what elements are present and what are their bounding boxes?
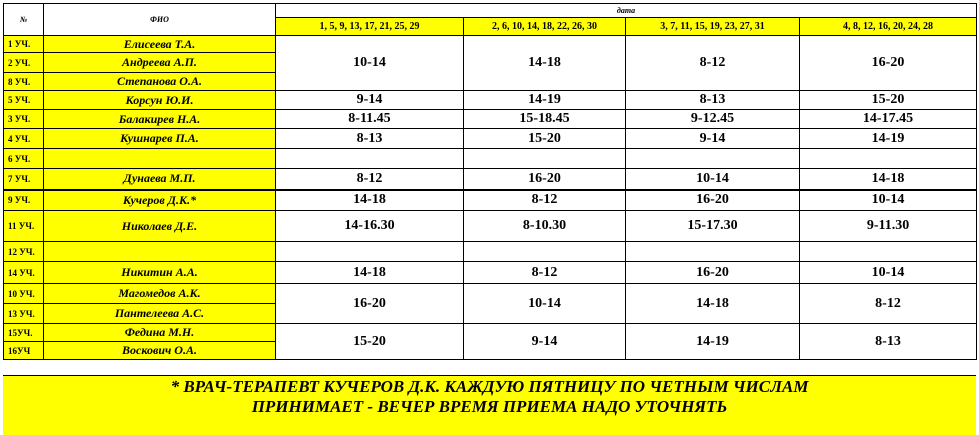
time-cell: 14-16.30 [276, 211, 464, 242]
row-name: Николаев Д.Е. [44, 211, 276, 242]
time-cell: 15-20 [276, 324, 464, 360]
row-name: Корсун Ю.И. [44, 91, 276, 110]
time-cell: 14-18 [276, 262, 464, 284]
time-cell: 16-20 [464, 169, 626, 190]
time-cell: 8-12 [276, 169, 464, 190]
schedule-table [3, 3, 977, 360]
time-cell: 10-14 [800, 262, 977, 284]
time-cell: 8-13 [626, 91, 800, 110]
time-cell: 8-11.45 [276, 110, 464, 129]
row-num: 6 УЧ. [4, 149, 44, 169]
time-cell: 9-14 [276, 91, 464, 110]
row-num: 2 УЧ. [4, 53, 44, 73]
row-name: Андреева А.П. [44, 53, 276, 73]
time-cell: 14-19 [626, 324, 800, 360]
row-num: 8 УЧ. [4, 73, 44, 91]
header-date: дата [276, 4, 977, 18]
time-cell: 9-12.45 [626, 110, 800, 129]
time-cell: 8-12 [464, 262, 626, 284]
time-cell: 14-19 [800, 129, 977, 149]
time-cell: 10-14 [276, 36, 464, 91]
row-name: Елисеева Т.А. [44, 36, 276, 53]
time-cell [800, 149, 977, 169]
time-cell: 9-11.30 [800, 211, 977, 242]
row-num: 12 УЧ. [4, 242, 44, 262]
time-cell [464, 149, 626, 169]
time-cell: 14-18 [626, 284, 800, 324]
row-name: Дунаева М.П. [44, 169, 276, 190]
row-name: Кучеров Д.К.* [44, 190, 276, 211]
time-cell: 8-10.30 [464, 211, 626, 242]
time-cell: 15-20 [464, 129, 626, 149]
row-num: 11 УЧ. [4, 211, 44, 242]
time-cell: 10-14 [800, 190, 977, 211]
time-cell: 14-18 [464, 36, 626, 91]
time-cell: 16-20 [276, 284, 464, 324]
row-num: 10 УЧ. [4, 284, 44, 304]
row-name: Балакирев Н.А. [44, 110, 276, 129]
row-name: Кушнарев П.А. [44, 129, 276, 149]
row-name [44, 149, 276, 169]
time-cell: 15-17.30 [626, 211, 800, 242]
footnote-line-1: * ВРАЧ-ТЕРАПЕВТ КУЧЕРОВ Д.К. КАЖДУЮ ПЯТНИЦУ ПО ЧЕТНЫМ ЧИСЛАМ [170, 377, 809, 396]
time-cell [626, 149, 800, 169]
time-cell: 10-14 [464, 284, 626, 324]
date-group-1: 1, 5, 9, 13, 17, 21, 25, 29 [276, 18, 464, 36]
time-cell [800, 242, 977, 262]
time-cell: 16-20 [626, 190, 800, 211]
time-cell: 16-20 [800, 36, 977, 91]
time-cell: 8-13 [276, 129, 464, 149]
time-cell: 14-19 [464, 91, 626, 110]
row-num: 15УЧ. [4, 324, 44, 342]
row-num: 16УЧ [4, 342, 44, 360]
time-cell: 14-18 [800, 169, 977, 190]
time-cell [626, 242, 800, 262]
row-num: 7 УЧ. [4, 169, 44, 190]
row-num: 4 УЧ. [4, 129, 44, 149]
time-cell: 8-12 [800, 284, 977, 324]
time-cell: 15-20 [800, 91, 977, 110]
row-num: 1 УЧ. [4, 36, 44, 53]
time-cell [276, 149, 464, 169]
row-name: Никитин А.А. [44, 262, 276, 284]
footnote-line-2: ПРИНИМАЕТ - ВЕЧЕР ВРЕМЯ ПРИЕМА НАДО УТОЧНЯТЬ [251, 397, 728, 416]
date-group-3: 3, 7, 11, 15, 19, 23, 27, 31 [626, 18, 800, 36]
row-num: 5 УЧ. [4, 91, 44, 110]
time-cell: 8-12 [464, 190, 626, 211]
row-name: Воскович О.А. [44, 342, 276, 360]
row-num: 9 УЧ. [4, 190, 44, 211]
row-num: 13 УЧ. [4, 304, 44, 324]
time-cell: 15-18.45 [464, 110, 626, 129]
time-cell: 9-14 [626, 129, 800, 149]
time-cell: 14-18 [276, 190, 464, 211]
time-cell: 14-17.45 [800, 110, 977, 129]
date-group-4: 4, 8, 12, 16, 20, 24, 28 [800, 18, 977, 36]
date-group-2: 2, 6, 10, 14, 18, 22, 26, 30 [464, 18, 626, 36]
footnote [3, 375, 976, 435]
row-num: 3 УЧ. [4, 110, 44, 129]
time-cell: 9-14 [464, 324, 626, 360]
time-cell: 10-14 [626, 169, 800, 190]
time-cell: 8-12 [626, 36, 800, 91]
row-name: Пантелеева А.С. [44, 304, 276, 324]
row-name: Магомедов А.К. [44, 284, 276, 304]
time-cell [464, 242, 626, 262]
row-num: 14 УЧ. [4, 262, 44, 284]
header-name: ФИО [44, 4, 276, 36]
time-cell: 8-13 [800, 324, 977, 360]
time-cell [276, 242, 464, 262]
header-num: № [4, 4, 44, 36]
row-name [44, 242, 276, 262]
row-name: Федина М.Н. [44, 324, 276, 342]
time-cell: 16-20 [626, 262, 800, 284]
row-name: Степанова О.А. [44, 73, 276, 91]
